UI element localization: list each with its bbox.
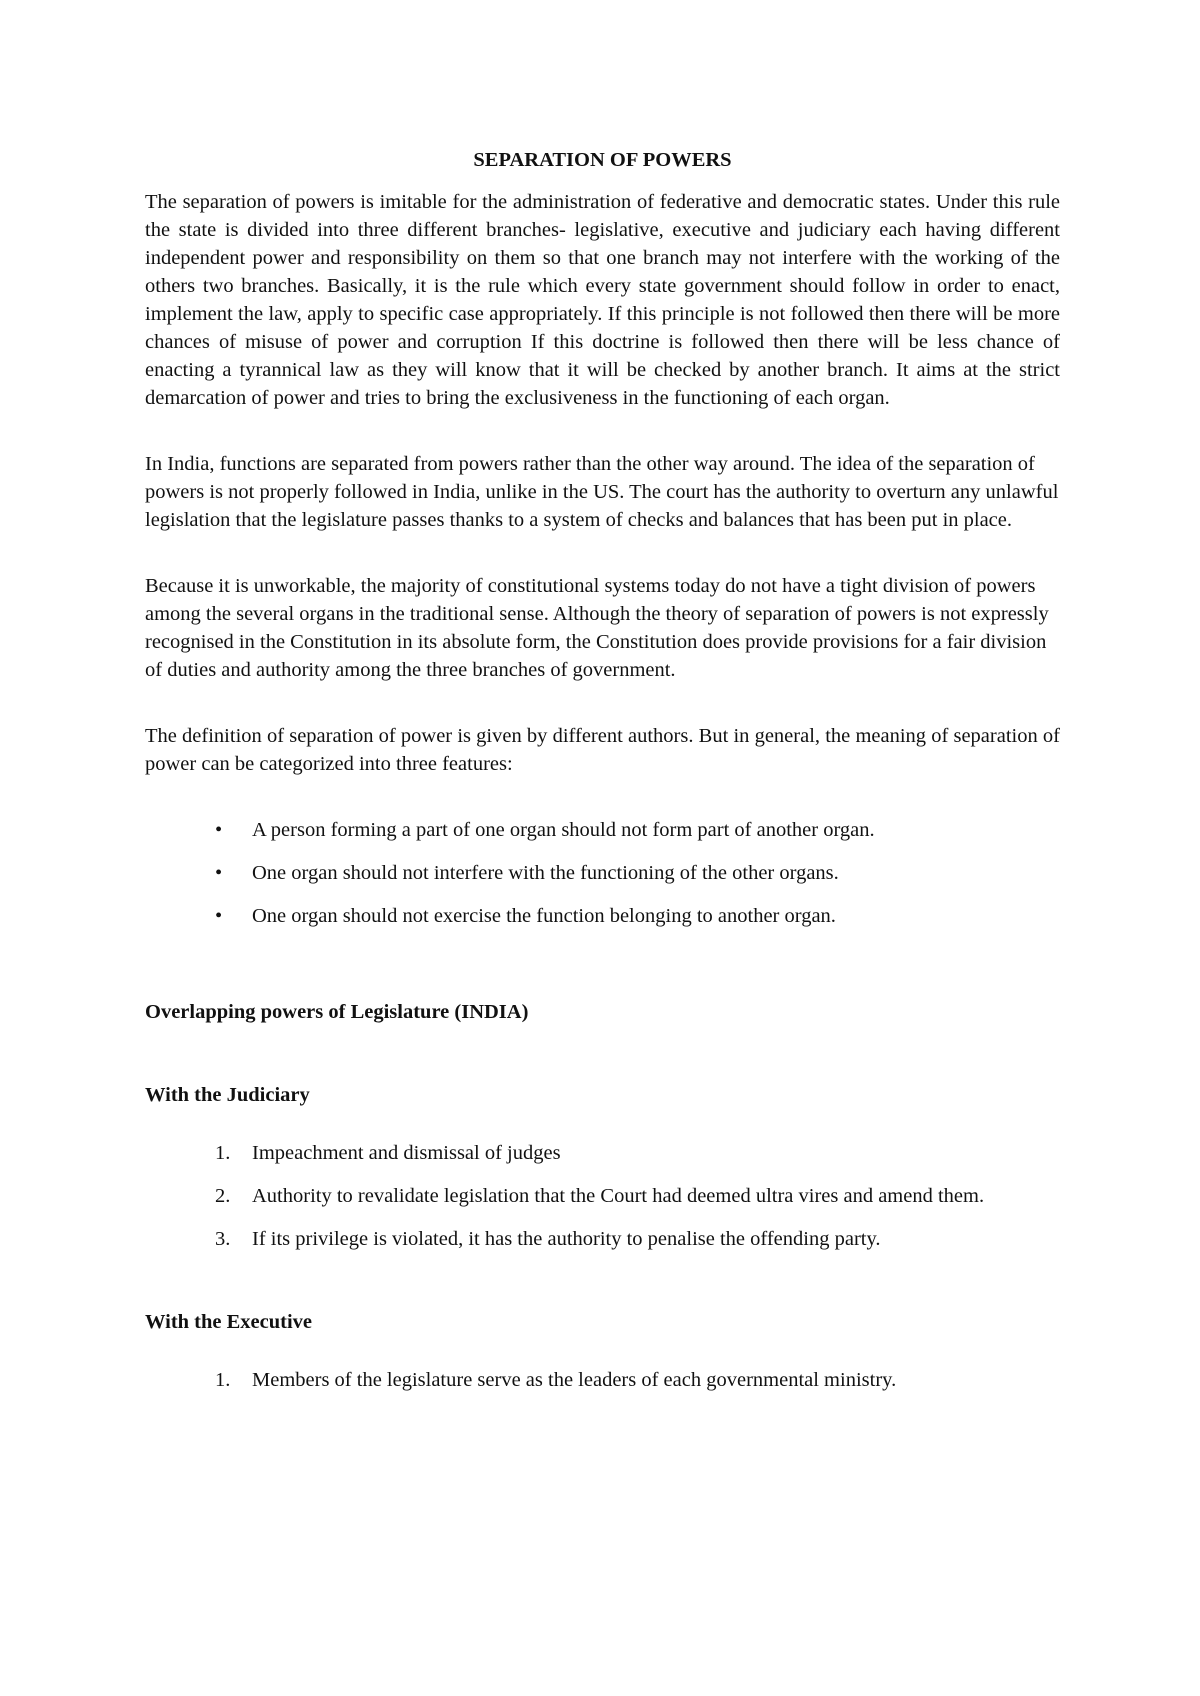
list-text: Impeachment and dismissal of judges — [252, 1142, 561, 1164]
feature-text: A person forming a part of one organ should not form part of another organ. — [252, 819, 875, 841]
section-heading: Overlapping powers of Legislature (INDIA) — [145, 1001, 529, 1023]
list-item — [145, 859, 1060, 887]
paragraph-definition: The definition of separation of power is given by different authors. But in general, the meaning of separation of power can be categorized into three features: — [145, 725, 1060, 775]
list-text: Authority to revalidate legislation that the Court had deemed ultra vires and amend them. — [252, 1185, 985, 1207]
paragraph-unworkable: Because it is unworkable, the majority of constitutional systems today do not have a tight division of powers among the several organs in the traditional sense. Although the theory of separation of powers is not expressly recognised in the Constitution in its absolute form, the Constitution does provide provisions for a fair division of duties and authority among the three branches of government. — [145, 575, 1049, 681]
list-item — [145, 1182, 1060, 1210]
list-item — [145, 902, 1060, 930]
feature-text: One organ should not interfere with the functioning of the other organs. — [252, 862, 839, 884]
list-text: Members of the legislature serve as the leaders of each governmental ministry. — [252, 1369, 897, 1391]
list-number: 1. — [215, 1142, 231, 1164]
bullet-icon: • — [215, 819, 223, 841]
list-number: 1. — [215, 1369, 231, 1391]
paragraph-india: In India, functions are separated from powers rather than the other way around. The idea of the separation of powers is not properly followed in India, unlike in the US. The court has the authority to overturn any unlawful legislation that the legislature passes thanks to a system of checks and balances that has been put in place. — [145, 453, 1059, 531]
list-item — [145, 816, 1060, 844]
judiciary-list — [145, 1139, 1060, 1253]
list-item — [145, 1366, 1060, 1394]
paragraph-intro: The separation of powers is imitable for the administration of federative and democratic states. Under this rule the state is divided into three different branches- legislative, executive and judiciary each having different independent power and responsibility on them so that one branch may not interfere with the working of the others two branches. Basically, it is the rule which every state government should follow in order to enact, implement the law, apply to specific case appropriately. If this principle is not followed then there will be more chances of misuse of power and corruption If this doctrine is followed then there will be less chance of enacting a tyrannical law as they will know that it will be checked by another branch. It aims at the strict demarcation of power and tries to bring the exclusiveness in the functioning of each organ. — [145, 191, 1060, 409]
list-number: 3. — [215, 1228, 231, 1250]
list-item — [145, 1225, 1060, 1253]
feature-text: One organ should not exercise the function belonging to another organ. — [252, 905, 836, 927]
bullet-icon: • — [215, 905, 223, 927]
page-title: SEPARATION OF POWERS — [473, 149, 732, 171]
judiciary-heading: With the Judiciary — [145, 1084, 310, 1106]
bullet-icon: • — [215, 862, 223, 884]
list-text: If its privilege is violated, it has the authority to penalise the offending party. — [252, 1228, 881, 1250]
executive-heading: With the Executive — [145, 1311, 313, 1333]
executive-list — [145, 1366, 1060, 1394]
list-item — [145, 1139, 1060, 1167]
document-body — [145, 146, 1060, 1409]
list-number: 2. — [215, 1185, 231, 1207]
features-list — [145, 816, 1060, 930]
